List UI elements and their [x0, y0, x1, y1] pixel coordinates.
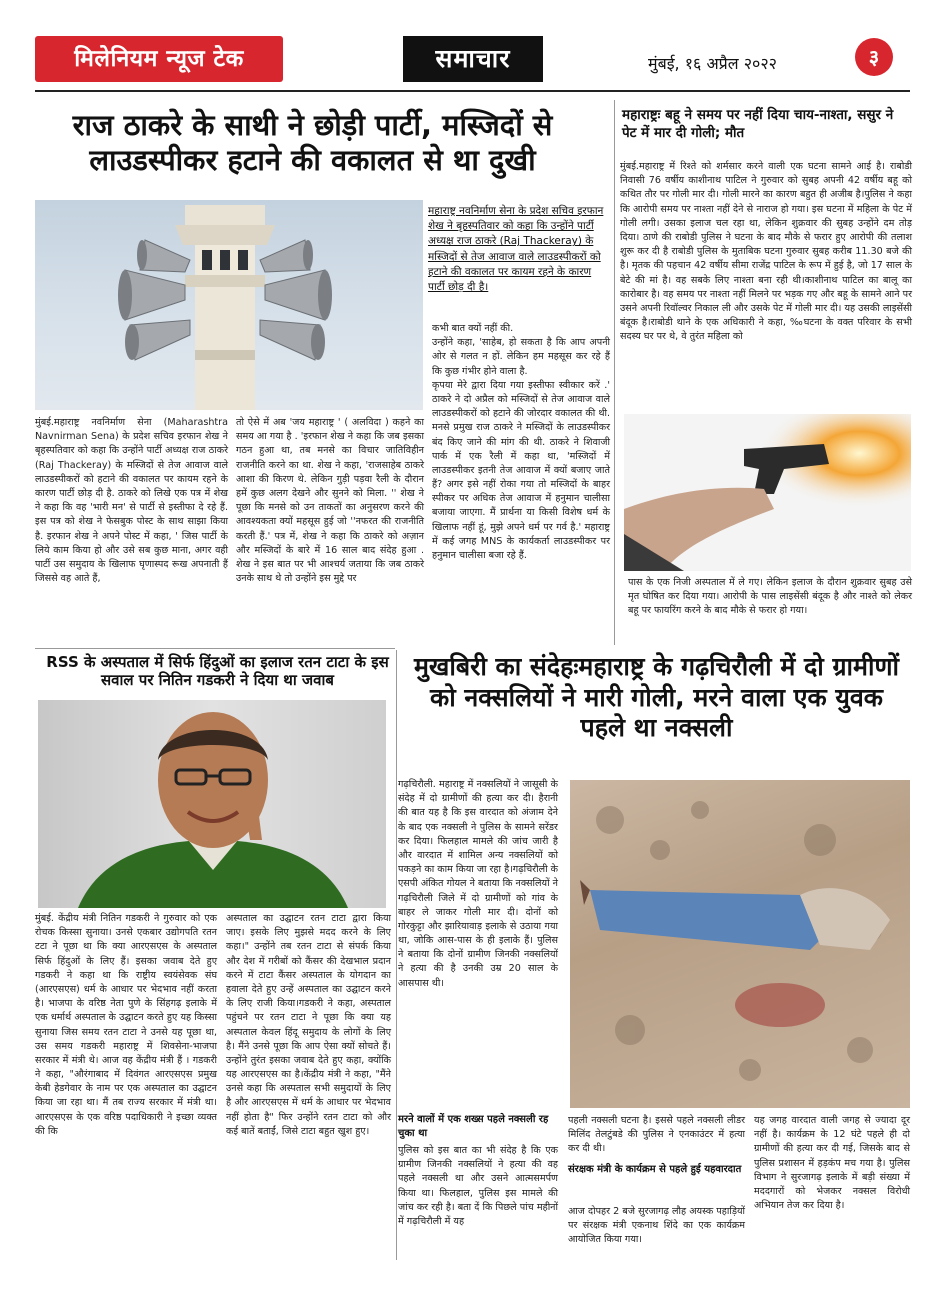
story4-body-col3: यह जगह वारदात वाली जगह से ज्यादा दूर नहीं है। कार्यक्रम के 12 घंटे पहले ही दो ग्रामीणों की हत्या कर दी गई, जिसके बाद से पुलिस प्रशासन में हड़कंप मच गया है। पुलिस विभाग ने सुरजागढ़ इलाके में बड़ी संख्या में मददगारों को भेजकर नक्सल विरोधी अभियान तेज कर दिया है। [754, 1115, 910, 1212]
story2-body-bottom: पास के एक निजी अस्पताल में ले गए। लेकिन इलाज के दौरान शुक्रवार सुबह उसे मृत घोषित कर दिया गया। आरोपी के पास लाइसेंसी बंदूक है और नाश्ते को लेकर बहू पर फायरिंग करने के बाद मौके से फरार हो गया। [628, 577, 912, 617]
story4-body-col2b: आज दोपहर 2 बजे सुरजागढ़ लौह अयस्क पहाड़ियों पर संरक्षक मंत्री एकनाथ शिंदे का एक कार्यक्रम आयोजित किया गया। [568, 1206, 745, 1246]
section-banner: समाचार [403, 36, 543, 82]
story3-body-col2: अस्पताल का उद्घाटन रतन टाटा द्वारा किया जाए। इसके लिए मुझसे मदद करने के लिए कहा।" उन्होंने तब रतन टाटा से संपर्क किया और देश में गरीबों को कैंसर की देखभाल प्रदान करने में टाटा कैंसर अस्पताल के योगदान का हवाला देते हुए उन्हें अस्पताल का उद्घाटन करने के लिए राजी किया।गडकरी ने कहा, अस्पताल पहुंचने पर रतन टाटा ने पूछा कि क्या यह अस्पताल केवल हिंदू समुदाय के लोगों के लिए है। मैंने उनसे पूछा कि आप ऐसा क्यों सोचते हैं। उन्होंने तुरंत इसका जवाब देते हुए कहा, क्योंकि यह आरएसएस का है।केंद्रीय मंत्री ने कहा, "मैंने उनसे कहा कि अस्पताल सभी समुदायों के लिए है और आरएसएस में धर्म के आधार पर भेदभाव नहीं होता है" फिर उन्होंने रतन टाटा को और कई बातें बताईं, जिसे टाटा बहुत खुश हुए। [226, 913, 391, 1137]
story4-headline: मुखबिरी का संदेहःमहाराष्ट्र के गढ़चिरौली में दो ग्रामीणों को नक्सलियों ने मारी गोली, मरने वाला एक युवक पहले था नक्सली [413, 652, 900, 742]
story1-body-col2: तो ऐसे में अब 'जय महाराष्ट्र ' ( अलविदा ) कहने का समय आ गया है . 'इरफान शेख ने कहा कि जब इसका गठन हुआ था, तब मनसे का विचार जातिविहीन राजनीति करने का था. शेख ने कहा, 'राजसाहेब ठाकरे आशा की किरण थे. लेकिन गुड़ी पड़वा रैली के दौरान हमें कुछ अलग देखने और सुनने को मिला. '' शेख ने पूछा कि मनसे को उन ताकतों का अनुसरण करने की आवश्यकता क्यों महसूस हुई जो ''नफरत की राजनीति करती हैं.' पत्र में, शेख ने कहा कि ठाकरे को अज़ान और मस्जिदों के बारे में 16 साल बाद संदेह हुआ . शेख ने इस बात पर भी आश्चर्य जताया कि जब ठाकरे उनके साथ थे तो उन्होंने इस मुद्दे पर [236, 417, 424, 585]
story3-headline: RSS के अस्पताल में सिर्फ हिंदुओं का इलाज रतन टाटा के इस सवाल पर नितिन गडकरी ने दिया था जवाब [46, 653, 389, 690]
crime-scene-photo [570, 780, 910, 1108]
story4-subhead-2: संरक्षक मंत्री के कार्यक्रम से पहले हुई यहवारदात [568, 1164, 742, 1175]
column-rule [396, 650, 397, 1260]
story4-body-col1b: पुलिस को इस बात का भी संदेह है कि एक ग्रामीण जिनकी नक्सलियों ने हत्या की वह पहले नक्सली था और उसने आत्मसमर्पण किया था। फिलहाल, पुलिस इस मामले की जांच कर रही है। बता दें कि पिछले पांच महीनों में गढ़चिरौली में यह [398, 1145, 558, 1227]
story2-headline: महाराष्ट्रः बहू ने समय पर नहीं दिया चाय-नाश्ता, ससुर ने पेट में मार दी गोली; मौत [622, 107, 894, 142]
story1-summary: महाराष्ट्र नवनिर्माण सेना के प्रदेश सचिव इरफान शेख ने बृहस्पतिवार को कहा कि उन्होंने पार्टी अध्यक्ष राज ठाकरे (Raj Thackeray) के मस्जिदों से तेज आवाज वाले लाउडस्पीकरों को हटाने की वकालत पर कायम रहने के कारण पार्टी छोड़ दी है। [428, 205, 604, 294]
story1-headline: राज ठाकरे के साथी ने छोड़ी पार्टी, मस्जिदों से लाउडस्पीकर हटाने की वकालत से था दुखी [72, 108, 553, 178]
story4-subhead-1: मरने वालों में एक शख्स पहले नक्सली रह चुका था [398, 1114, 549, 1139]
story1-body-col1: मुंबई.महाराष्ट्र नवनिर्माण सेना (Maharashtra Navnirman Sena) के प्रदेश सचिव इरफान शेख ने बृहस्पतिवार को कहा कि उन्होंने पार्टी अध्यक्ष राज ठाकरे (Raj Thackeray) के मस्जिदों से तेज आवाज वाले लाउडस्पीकरों को हटाने की वकालत पर कायम रहने के कारण पार्टी छोड़ दी है. ठाकरे को लिखे एक पत्र में शेख ने कहा कि वह 'भारी मन' से पार्टी से इस्तीफा दे रहे हैं. इस पत्र को शेख ने फेसबुक पोस्ट के साथ साझा किया है. इरफान शेख ने अपने पोस्ट में कहा, ' जिस पार्टी के लिये काम किया हो और उसे सब कुछ माना, अगर वही पार्टी उस समुदाय के खिलाफ घृणास्पद रूख अपनाती हैं जिससे वह आते हैं, [35, 417, 228, 585]
story1-body-col3: कभी बात क्यों नहीं की. उन्होंने कहा, 'साहेब, हो सकता है कि आप अपनी ओर से गलत न हों. लेकिन हम महसूस कर रहे हैं कि कुछ गंभीर होने वाला है. कृपया मेरे द्वारा दिया गया इस्तीफा स्वीकार करें .' ठाकरे ने दो अप्रैल को मस्जिदों से तेज आवाज वाले लाउडस्पीकरों को हटाने की जोरदार वकालत की थी. मनसे प्रमुख राज ठाकरे ने मस्जिदों के लाउडस्पीकर बंद किए जाने की मांग की थी. ठाकरे ने शिवाजी पार्क में एक रैली में कहा था, 'मस्जिदों में लाउडस्पीकर इतनी तेज आवाज में क्यों बजाए जाते हैं? अगर इसे नहीं रोका गया तो मस्जिदों के बाहर स्पीकर पर अधिक तेज आवाज में हनुमान चालीसा बजाया जाएगा. मैं प्रार्थना या किसी विशेष धर्म के खिलाफ नहीं हूं, मुझे अपने धर्म पर गर्व है.' महाराष्ट्र में कई जगह MNS के कार्यकर्ता लाउडस्पीकर पर हनुमान चालीसा बजा रहे हैं. [432, 323, 610, 561]
section-divider [35, 648, 395, 649]
masthead-divider [35, 90, 910, 92]
minaret-loudspeaker-photo [35, 200, 423, 410]
story4-body-col1: गढ़चिरौली. महाराष्ट्र में नक्सलियों ने जासूसी के संदेह में दो ग्रामीणों की हत्या कर दी। हैरानी की बात यह है कि इस वारदात को अंजाम देने के बाद एक नक्सली ने पुलिस के सामने सरेंडर कर दिया। फिलहाल मामले की जांच जारी है और वारदात में शामिल अन्य नक्सलियों को पकड़ने का काम किया जा रहा है।गढ़चिरौली के एसपी अंकित गोयल ने बताया कि नक्सलियों ने गढ़चिरौली जिले में दो ग्रामीणों को गांव के बाहर ले जाकर गोली मार दी। दोनों को गोरकुट्टा और झारियावाड़ इलाके से उठाया गया था, जोकि आस-पास के ही इलाके हैं। पुलिस ने बताया कि दोनों ग्रामीण जिनकी नक्सलियों ने हत्या की है उनकी उम्र 20 साल के आसपास थी। [398, 779, 558, 989]
nitin-gadkari-photo [38, 700, 386, 908]
page-number-badge: ३ [855, 38, 893, 76]
story3-body-col1: मुंबई. केंद्रीय मंत्री नितिन गडकरी ने गुरुवार को एक रोचक किस्सा सुनाया। उनसे एकबार उद्योगपति रतन टटा ने पूछा था कि क्या आरएसएस के अस्पताल सिर्फ हिंदुओं के लिए हैं। इसका जवाब देते हुए गडकरी ने कहा था कि राष्ट्रीय स्वयंसेवक संघ (आरएसएस) धर्म के आधार पर भेदभाव नहीं करता है। भाजपा के वरिष्ठ नेता पुणे के सिंहगढ़ इलाके में एक धर्मार्थ अस्पताल के उद्घाटन करते हुए यह किस्सा सुनाया जिस समय रतन टाटा ने उनसे यह पूछा था, उस समय गडकरी महाराष्ट्र में शिवसेना-भाजपा सरकार में मंत्री थे। आज वह केंद्रीय मंत्री हैं । गडकरी ने कहा, "औरंगाबाद में दिवंगत आरएसएस प्रमुख केबी हेडगेवार के नाम पर एक अस्पताल का उद्घाटन किया जा रहा था। मैं तब राज्य सरकार में मंत्री था। आरएसएस के एक वरिष्ठ पदाधिकारी ने इच्छा व्यक्त की कि [35, 913, 217, 1137]
story4-body-col2: पहली नक्सली घटना है। इससे पहले नक्सली लीडर मिलिंद तेलटुंबडे की पुलिस ने एनकाउंटर में हत्या कर दी थी। [568, 1115, 745, 1155]
gun-firing-photo [624, 414, 911, 571]
dateline: मुंबई, १६ अप्रैल २०२२ [648, 54, 778, 73]
paper-name-banner: मिलेनियम न्यूज टेक [35, 36, 283, 82]
column-rule [614, 100, 615, 645]
story2-body-top: मुंबई.महाराष्ट्र में रिश्ते को शर्मसार करने वाली एक घटना सामने आई है। राबोडी निवासी 76 वर्षीय काशीनाथ पाटिल ने गुरुवार को सुबह अपनी 42 वर्षीय बहू को कथित तौर पर गोली मार दी। गोली मारने का कारण बहुत ही अजीब है।पुलिस ने कहा कि आरोपी समय पर नाश्ता नहीं देने से नाराज हो गया। इस घटना में महिला के पेट में गोली लगी। उसका इलाज चल रहा था, लेकिन शुक्रवार की सुबह उन्होंने दम तोड़ दिया। ठाणे की राबोडी पुलिस ने घटना के बाद मौके से फरार हुए आरोपी की तलाश शुरू कर दी है राबोडी पुलिस के मुताबिक घटना गुरुवार सुबह करीब 11.30 बजे की है। मृतक की पहचान 42 वर्षीय सीमा राजेंद्र पाटिल के रूप में हुई है, जो 17 साल के बेटे की मां है। वह सबके लिए नाश्ता बना रही थी।काशीनाथ पाटिल का बालू का कारोबार है। वह समय पर नाश्ता नहीं मिलने पर भड़क गए और बहू के सामने आने पर उसने अपनी रिवॉल्वर निकाल ली और उसके पेट में गोली मार दी। यह उसकी लाइसेंसी बंदूक है।राबोडी थाने के एक अधिकारी ने कहा, ‰घटना के वक्त परिवार के सभी सदस्य घर पर थे, वे तुरंत महिला को [620, 161, 912, 343]
